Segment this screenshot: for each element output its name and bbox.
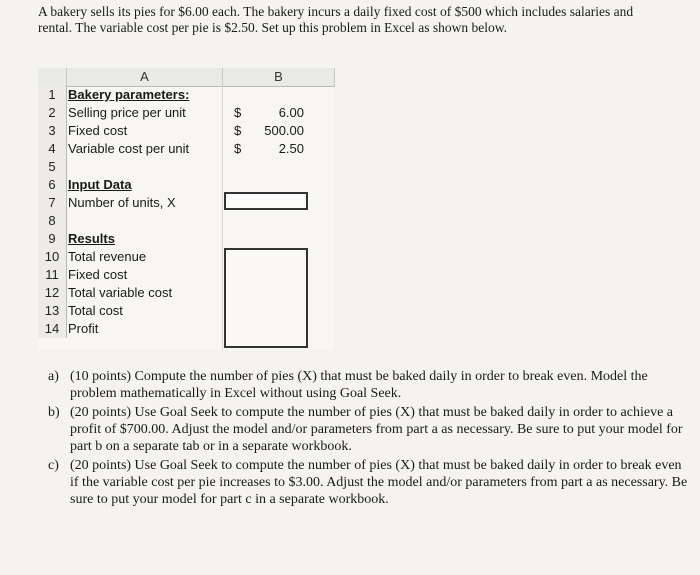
question-item	[48, 457, 688, 508]
column-header-b[interactable]: B	[223, 68, 335, 87]
spreadsheet	[38, 68, 334, 350]
sheet-row	[38, 158, 334, 176]
question-marker: a)	[48, 369, 59, 384]
row-number: 7	[38, 194, 67, 212]
corner-header	[38, 68, 67, 87]
question-marker: b)	[48, 405, 60, 420]
question-text: (20 points) Use Goal Seek to compute the number of pies (X) that must be baked daily in order to achieve a profit of $700.00. Adjust the model and/or parameters from part a as necessary. Be sure to put your model for part b on a separate tab or in a separate workbook.	[70, 405, 683, 454]
row-number: 2	[38, 104, 67, 122]
row-number: 8	[38, 212, 67, 230]
row-number: 12	[38, 284, 67, 302]
cell-a-label[interactable]: Fixed cost	[68, 267, 128, 282]
cell-a-label[interactable]: Profit	[68, 321, 99, 336]
row-number: 4	[38, 140, 67, 158]
cell-a-label[interactable]: Total revenue	[68, 249, 147, 264]
row-number: 14	[38, 320, 67, 338]
sheet-row	[38, 140, 334, 158]
currency-symbol: $	[234, 123, 242, 138]
questions-list	[48, 368, 688, 510]
column-header-a[interactable]: A	[67, 68, 223, 87]
question-text: (20 points) Use Goal Seek to compute the number of pies (X) that must be baked daily in order to break even if the variable cost per pie increases to $3.00. Adjust the model and/or parameters from part a as necessary. Be sure to put your model for part c in a separate workbook.	[70, 458, 688, 507]
cell-b-value[interactable]	[234, 140, 304, 158]
input-cell-box[interactable]	[224, 192, 308, 210]
row-number: 9	[38, 230, 67, 248]
cell-a-label[interactable]: Bakery parameters:	[68, 87, 190, 102]
question-item	[48, 404, 688, 455]
cell-b-value[interactable]	[234, 104, 304, 122]
sheet-row	[38, 122, 334, 140]
amount: 2.50	[278, 141, 304, 156]
cell-a-label[interactable]: Total cost	[68, 303, 123, 318]
row-number: 5	[38, 158, 67, 176]
amount: 6.00	[278, 105, 304, 120]
problem-intro: A bakery sells its pies for $6.00 each. The bakery incurs a daily fixed cost of $500 which includes salaries and rental. The variable cost per pie is $2.50. Set up this problem in Excel as shown below.	[38, 4, 634, 35]
row-number: 11	[38, 266, 67, 284]
cell-a-label[interactable]: Selling price per unit	[68, 105, 186, 120]
sheet-row	[38, 230, 334, 248]
currency-symbol: $	[234, 105, 242, 120]
cell-a-label[interactable]: Number of units, X	[68, 195, 176, 210]
row-number: 6	[38, 176, 67, 194]
amount: 500.00	[264, 123, 304, 138]
cell-a-label[interactable]: Fixed cost	[68, 123, 128, 138]
sheet-row	[38, 212, 334, 230]
question-text: (10 points) Compute the number of pies (X) that must be baked daily in order to break even. Model the problem mathematically in Excel without using Goal Seek.	[70, 369, 648, 401]
row-number: 13	[38, 302, 67, 320]
currency-symbol: $	[234, 141, 242, 156]
row-number: 1	[38, 86, 67, 104]
cell-a-label[interactable]: Input Data	[68, 177, 132, 192]
cell-a-label[interactable]: Variable cost per unit	[68, 141, 190, 156]
row-number: 3	[38, 122, 67, 140]
cell-b-value[interactable]	[234, 122, 304, 140]
question-marker: c)	[48, 458, 59, 473]
sheet-row	[38, 104, 334, 122]
cell-a-label[interactable]: Results	[68, 231, 115, 246]
results-cell-box[interactable]	[224, 248, 308, 348]
question-item	[48, 368, 688, 402]
cell-a-label[interactable]: Total variable cost	[68, 285, 173, 300]
row-number: 10	[38, 248, 67, 266]
sheet-row	[38, 86, 334, 104]
